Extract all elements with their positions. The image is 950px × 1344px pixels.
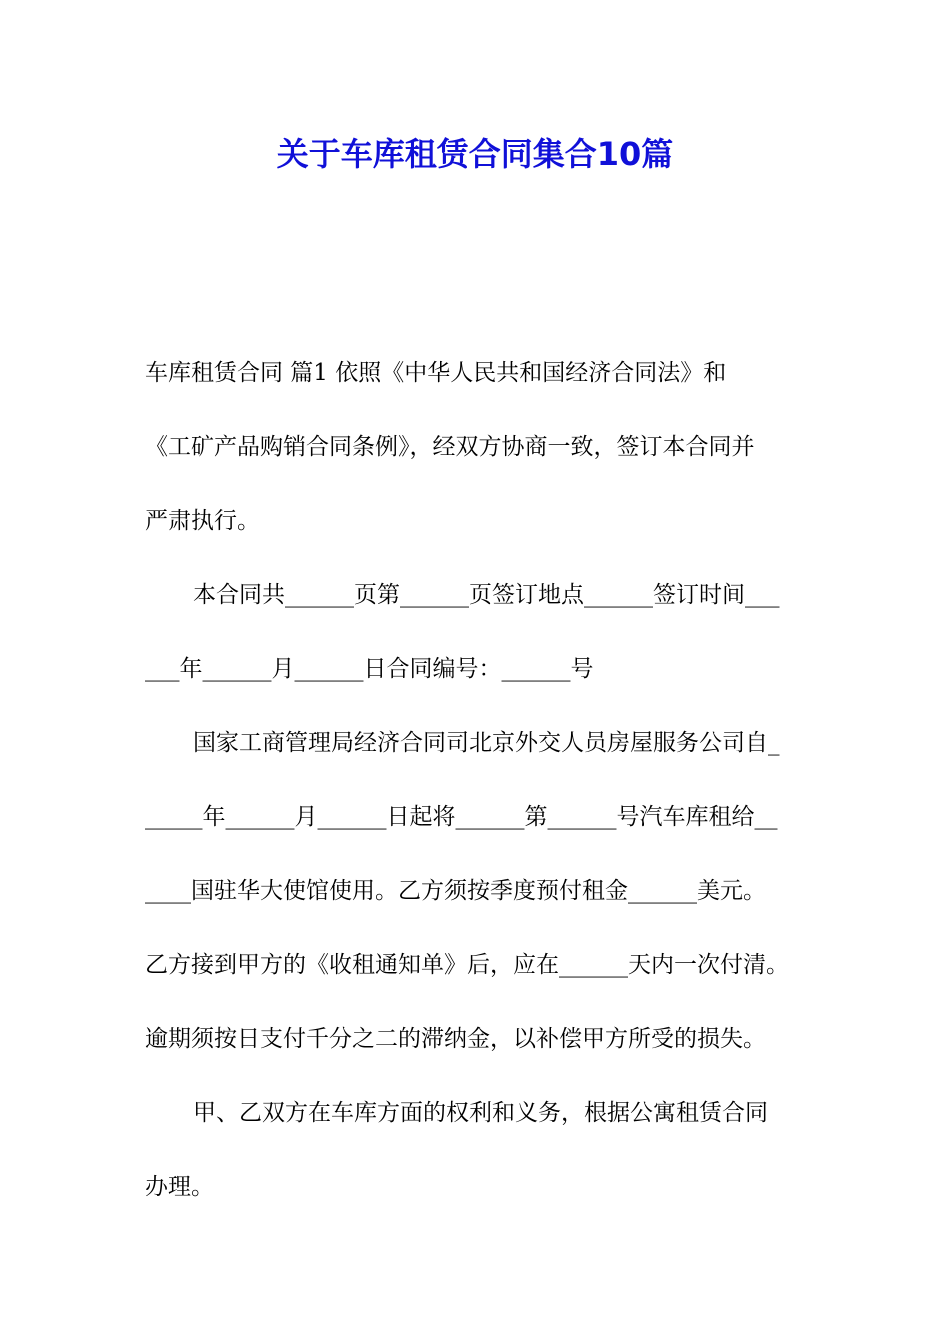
body-line: 办理。 <box>145 1174 214 1200</box>
body-line: 严肃执行。 <box>145 508 260 534</box>
body-line: 甲、乙双方在车库方面的权利和义务，根据公寓租赁合同 <box>193 1100 768 1126</box>
body-line: _____年______月______日起将______第______号汽车库租给__ <box>145 804 778 830</box>
body-line: ___年______月______日合同编号：______号 <box>145 656 594 682</box>
body-line: 车库租赁合同 篇1 依照《中华人民共和国经济合同法》和 <box>145 360 727 386</box>
body-line: 逾期须按日支付千分之二的滞纳金，以补偿甲方所受的损失。 <box>145 1026 766 1052</box>
body-line: ____国驻华大使馆使用。乙方须按季度预付租金______美元。 <box>145 878 766 904</box>
body-line: 国家工商管理局经济合同司北京外交人员房屋服务公司自_ <box>193 730 780 756</box>
body-line: 《工矿产品购销合同条例》，经双方协商一致，签订本合同并 <box>145 434 755 460</box>
body-line: 本合同共______页第______页签订地点______签订时间___ <box>193 582 780 608</box>
body-line: 乙方接到甲方的《收租通知单》后，应在______天内一次付清。 <box>145 952 789 978</box>
document-title: 关于车库租赁合同集合10篇 <box>276 135 674 173</box>
document-body <box>145 336 845 1224</box>
